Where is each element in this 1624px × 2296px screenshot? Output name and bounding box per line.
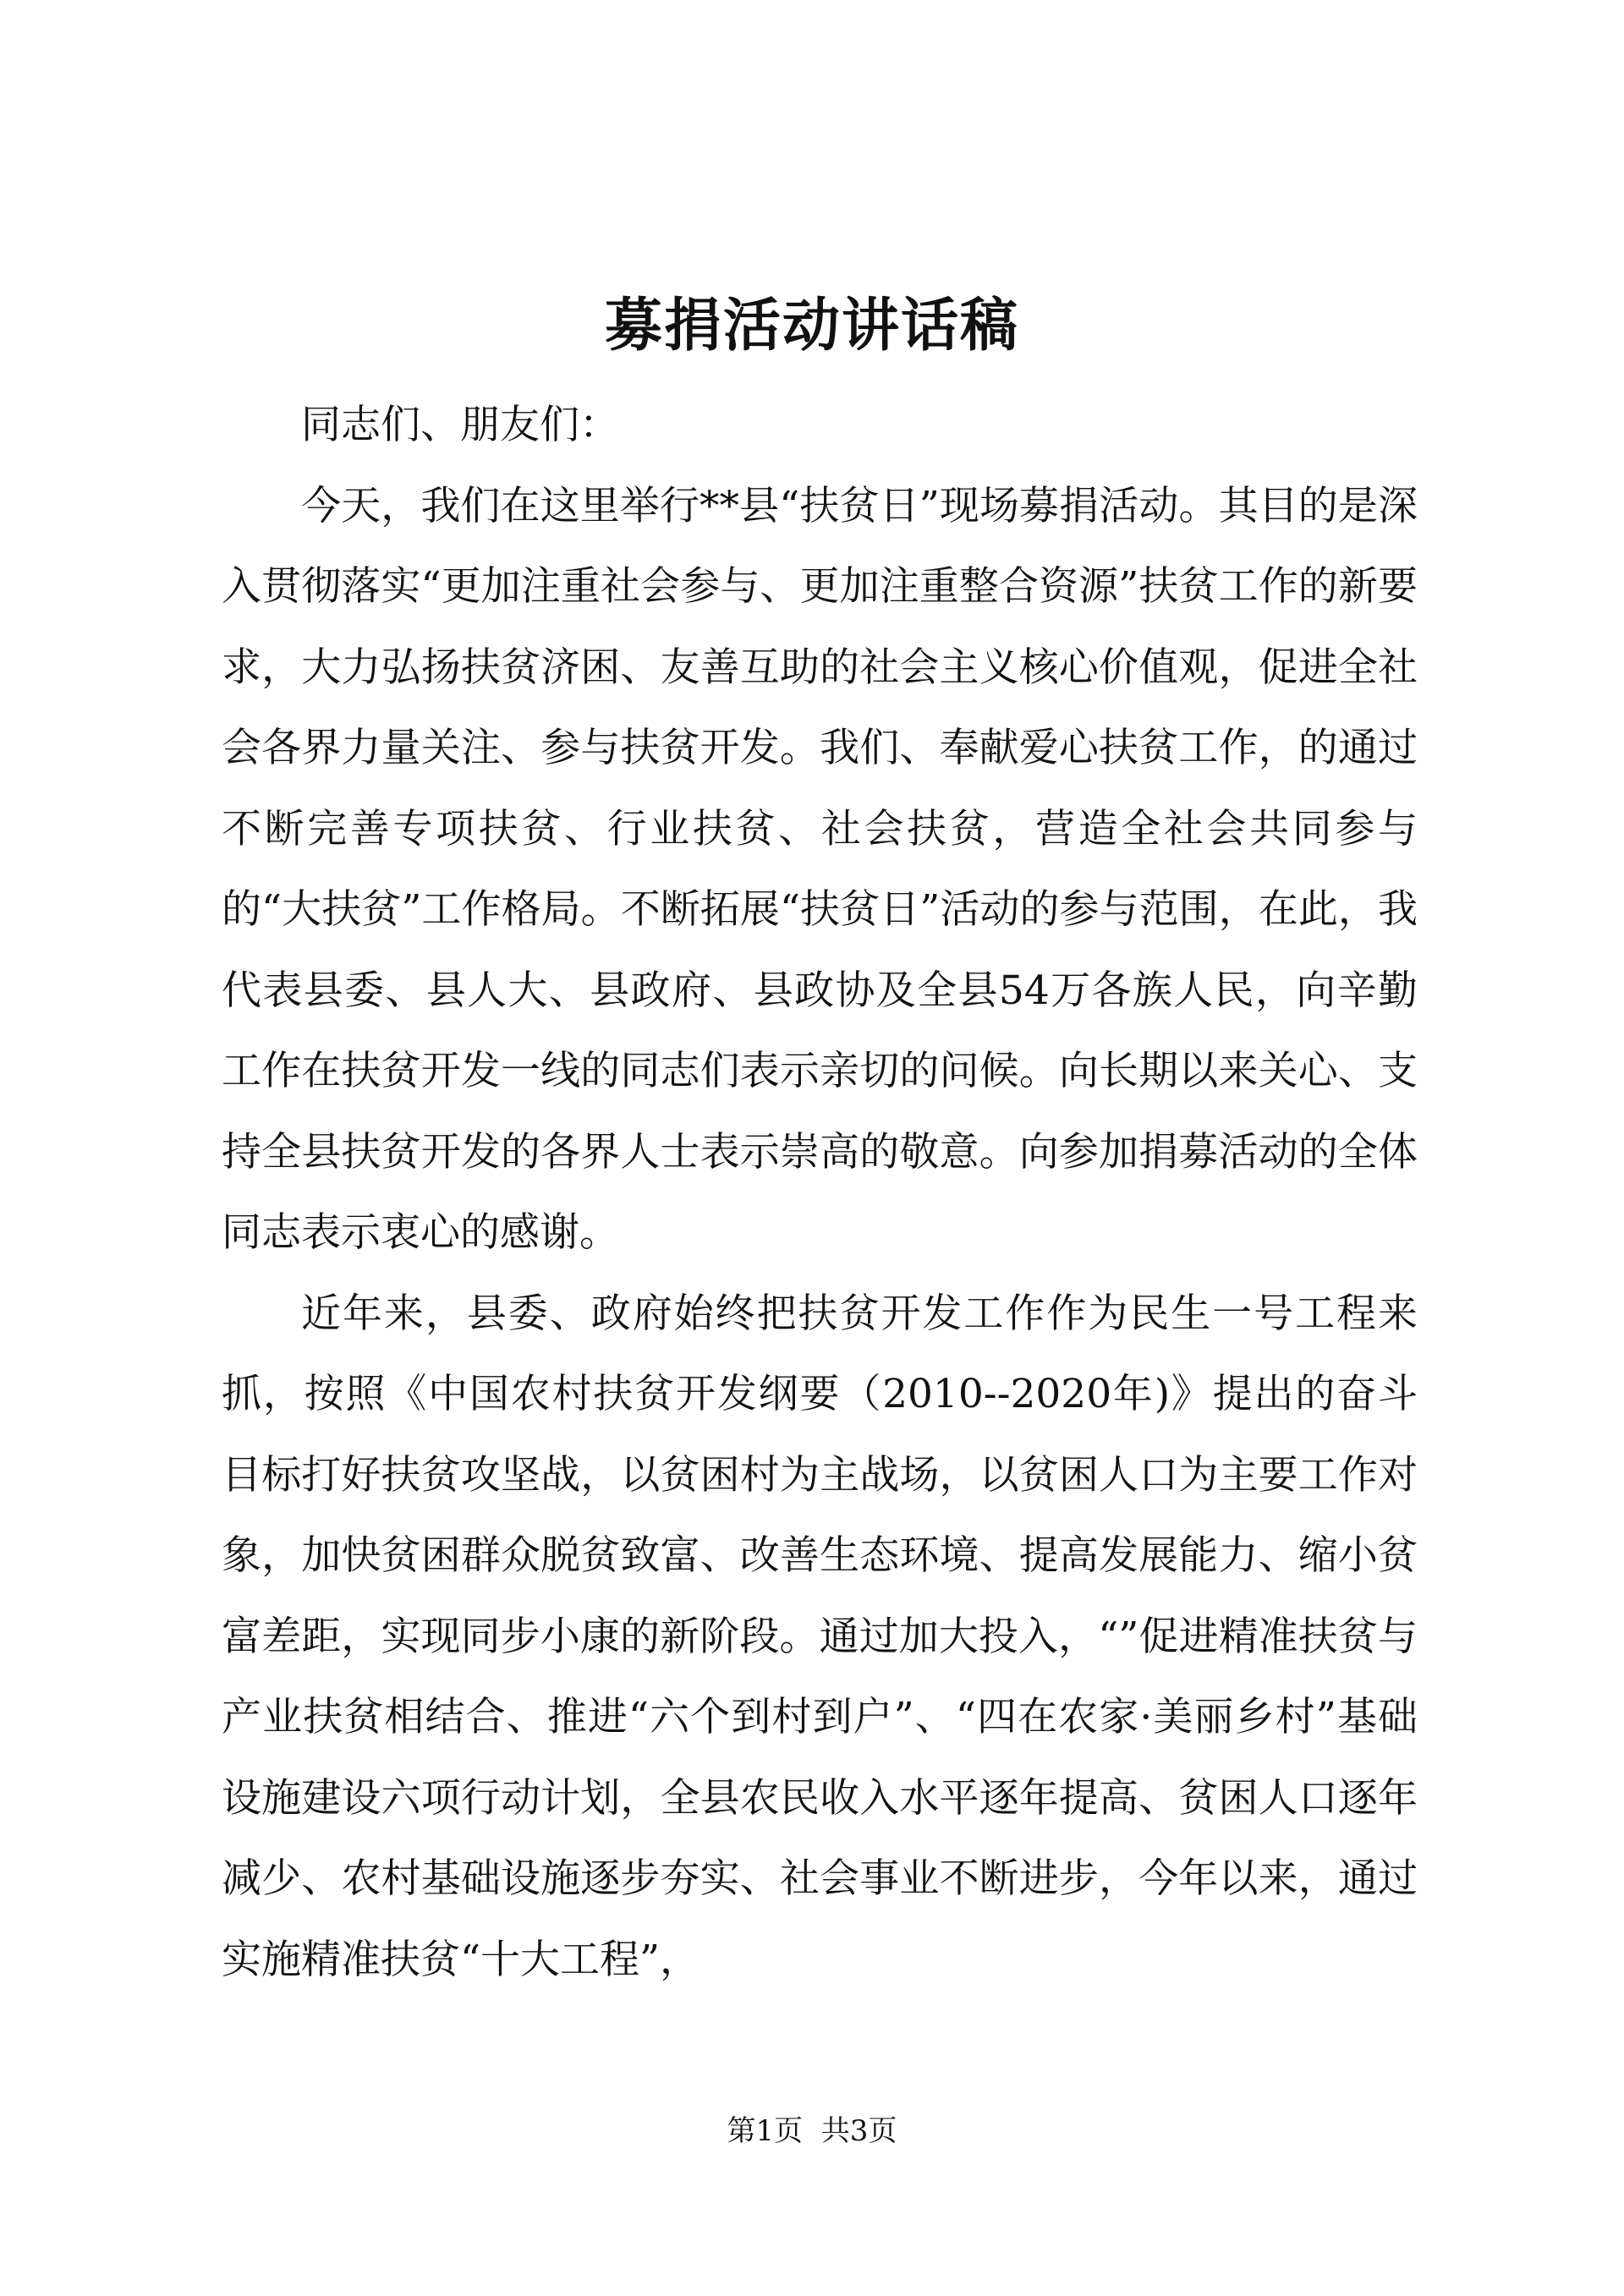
document-body (222, 385, 1418, 2000)
body-paragraph: 近年来，县委、政府始终把扶贫开发工作作为民生一号工程来抓，按照《中国农村扶贫开发纲要（2010--2020年)》提出的奋斗目标打好扶贫攻坚战，以贫困村为主战场，以贫困人口为主要工作对象，加快贫困群众脱贫致富、改善生态环境、提高发展能力、缩小贫富差距，实现同步小康的新阶段。通过加大投入，“”促进精准扶贫与产业扶贫相结合、推进“六个到村到户”、“四在农家·美丽乡村”基础设施建设六项行动计划，全县农民收入水平逐年提高、贫困人口逐年减少、农村基础设施逐步夯实、社会事业不断进步，今年以来，通过实施精准扶贫“十大工程”， (222, 1290, 1418, 1983)
page-footer (0, 2110, 1624, 2152)
body-paragraph: 今天，我们在这里举行**县“扶贫日”现场募捐活动。其目的是深入贯彻落实“更加注重社会参与、更加注重整合资源”扶贫工作的新要求，大力弘扬扶贫济困、友善互助的社会主义核心价值观，促进全社会各界力量关注、参与扶贫开发。我们、奉献爱心扶贫工作，的通过不断完善专项扶贫、行业扶贫、社会扶贫，营造全社会共同参与的“大扶贫”工作格局。不断拓展“扶贫日”活动的参与范围，在此，我代表县委、县人大、县政府、县政协及全县54万各族人民，向辛勤工作在扶贫开发一线的同志们表示亲切的问候。向长期以来关心、支持全县扶贫开发的各界人士表示崇高的敬意。向参加捐募活动的全体同志表示衷心的感谢。 (222, 482, 1418, 1256)
page-number: 第1页 (727, 2114, 804, 2148)
document-title: 募捐活动讲话稿 (604, 292, 1019, 359)
footer-separator (803, 2114, 821, 2148)
page-total: 共3页 (820, 2114, 897, 2148)
salutation-paragraph: 同志们、朋友们： (301, 402, 619, 448)
